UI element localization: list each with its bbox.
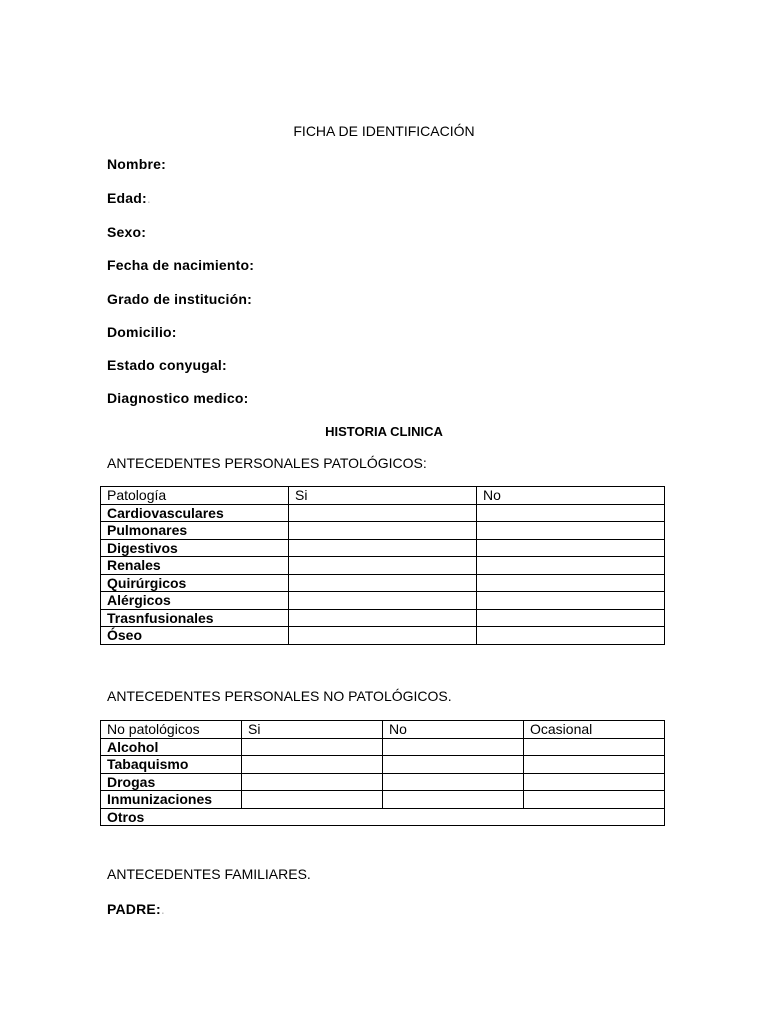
column-header: No patológicos <box>101 721 242 739</box>
field-edad <box>107 190 151 206</box>
column-header: Ocasional <box>524 721 665 739</box>
column-header: Si <box>242 721 383 739</box>
table-row <box>101 738 665 756</box>
table-row <box>101 773 665 791</box>
column-header: No <box>477 487 665 505</box>
table-header-row <box>101 487 665 505</box>
answer-cell[interactable] <box>289 504 477 522</box>
table-row <box>101 791 665 809</box>
non-pathological-table <box>100 720 665 826</box>
table-row <box>101 504 665 522</box>
field-label: PADRE: <box>107 901 161 917</box>
row-label: Alérgicos <box>101 592 289 610</box>
table-row <box>101 574 665 592</box>
field-estado-conyugal <box>107 357 227 373</box>
row-label: Digestivos <box>101 539 289 557</box>
field-label: Estado conyugal: <box>107 357 227 373</box>
answer-cell[interactable] <box>477 574 665 592</box>
answer-cell[interactable] <box>524 756 665 774</box>
answer-cell[interactable] <box>289 609 477 627</box>
table-header-row <box>101 721 665 739</box>
table-row <box>101 627 665 645</box>
answer-cell[interactable] <box>242 773 383 791</box>
row-label: Pulmonares <box>101 522 289 540</box>
table-row <box>101 539 665 557</box>
section-subtitle: HISTORIA CLINICA <box>325 424 443 439</box>
answer-cell[interactable] <box>289 522 477 540</box>
row-label: Trasnfusionales <box>101 609 289 627</box>
document-title: FICHA DE IDENTIFICACIÓN <box>293 123 475 139</box>
field-padre <box>107 901 165 917</box>
field-label: Grado de institución: <box>107 291 252 307</box>
field-sexo <box>107 224 146 240</box>
row-label: Óseo <box>101 627 289 645</box>
field-diagnostico-medico <box>107 390 248 406</box>
answer-cell[interactable] <box>477 522 665 540</box>
row-label: Cardiovasculares <box>101 504 289 522</box>
field-label: Fecha de nacimiento: <box>107 257 255 273</box>
answer-cell[interactable] <box>477 627 665 645</box>
answer-cell[interactable] <box>477 504 665 522</box>
answer-cell[interactable] <box>383 773 524 791</box>
column-header: Patología <box>101 487 289 505</box>
row-label: Quirúrgicos <box>101 574 289 592</box>
field-nombre <box>107 156 166 172</box>
answer-cell[interactable] <box>383 756 524 774</box>
pathological-table <box>100 486 665 645</box>
row-label: Drogas <box>101 773 242 791</box>
answer-cell[interactable] <box>242 738 383 756</box>
answer-cell[interactable] <box>383 791 524 809</box>
answer-cell[interactable] <box>477 539 665 557</box>
answer-cell[interactable] <box>477 557 665 575</box>
row-label: Inmunizaciones <box>101 791 242 809</box>
row-label-otros: Otros <box>101 808 665 826</box>
column-header: No <box>383 721 524 739</box>
non-pathological-heading: ANTECEDENTES PERSONALES NO PATOLÓGICOS. <box>107 688 452 704</box>
pathological-heading: ANTECEDENTES PERSONALES PATOLÓGICOS: <box>107 455 427 471</box>
column-header: Si <box>289 487 477 505</box>
field-label: Diagnostico medico: <box>107 390 249 406</box>
answer-cell[interactable] <box>289 592 477 610</box>
table-row <box>101 808 665 826</box>
row-label: Renales <box>101 557 289 575</box>
answer-cell[interactable] <box>289 574 477 592</box>
answer-cell[interactable] <box>289 627 477 645</box>
table-row <box>101 592 665 610</box>
answer-cell[interactable] <box>242 791 383 809</box>
answer-cell[interactable] <box>289 539 477 557</box>
table-row <box>101 756 665 774</box>
field-label: Edad: <box>107 190 147 206</box>
table-row <box>101 522 665 540</box>
field-fecha-nacimiento <box>107 257 254 273</box>
field-mark: . <box>146 190 151 206</box>
field-mark: . <box>160 901 165 917</box>
table-row <box>101 557 665 575</box>
field-label: Domicilio: <box>107 324 177 340</box>
family-heading: ANTECEDENTES FAMILIARES. <box>107 866 311 882</box>
table-row <box>101 609 665 627</box>
answer-cell[interactable] <box>383 738 524 756</box>
answer-cell[interactable] <box>477 592 665 610</box>
answer-cell[interactable] <box>289 557 477 575</box>
answer-cell[interactable] <box>524 738 665 756</box>
field-label: Sexo: <box>107 224 147 240</box>
answer-cell[interactable] <box>524 791 665 809</box>
row-label: Alcohol <box>101 738 242 756</box>
field-domicilio <box>107 324 177 340</box>
field-label: Nombre: <box>107 156 166 172</box>
answer-cell[interactable] <box>477 609 665 627</box>
answer-cell[interactable] <box>524 773 665 791</box>
answer-cell[interactable] <box>242 756 383 774</box>
row-label: Tabaquismo <box>101 756 242 774</box>
field-grado-institucion <box>107 291 252 307</box>
